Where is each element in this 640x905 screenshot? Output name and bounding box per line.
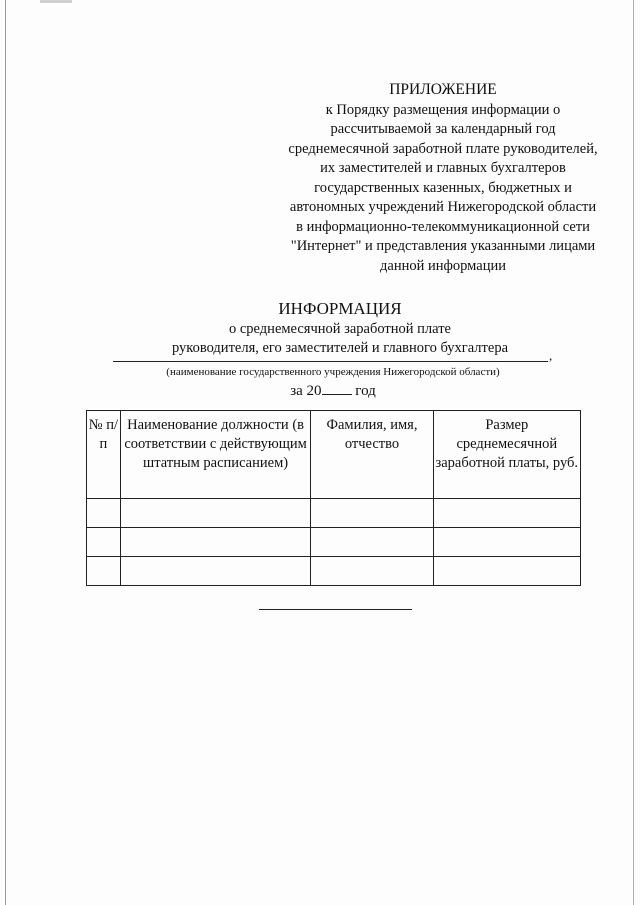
table-row [87, 557, 581, 586]
table-header-row [87, 411, 581, 499]
table-cell [433, 557, 580, 586]
table-cell [120, 499, 311, 528]
institution-name-comma: , [549, 348, 553, 363]
table-cell [87, 499, 121, 528]
table-row [87, 499, 581, 528]
appendix-line: государственных казенных, бюджетных и [314, 179, 572, 196]
header-full-name: Фамилия, имя, отчество [311, 411, 433, 499]
table-row [87, 528, 581, 557]
salary-info-table [86, 410, 581, 586]
table-cell [87, 528, 121, 557]
institution-name-caption: (наименование государственного учреждения Нижегородской области) [166, 366, 500, 378]
appendix-line: к Порядку размещения информации о [325, 101, 561, 118]
appendix-heading: ПРИЛОЖЕНИЕ [389, 81, 497, 98]
year-line [113, 380, 553, 401]
document-subtitle-line1: о среднемесячной заработной плате [229, 321, 451, 337]
appendix-line: рассчитываемой за календарный год [330, 121, 556, 137]
appendix-line: данной информации [380, 257, 506, 274]
table-cell [311, 499, 433, 528]
appendix-line: в информационно-телекоммуникационной сети [296, 218, 590, 235]
table-cell [120, 528, 311, 557]
year-prefix: за 20 [290, 383, 322, 399]
document-title: ИНФОРМАЦИЯ [278, 299, 402, 318]
table-cell [433, 528, 580, 557]
page-edge-right [633, 0, 634, 905]
closing-rule [259, 609, 412, 610]
header-number: № п/п [87, 411, 121, 499]
header-position: Наименование должности (в соответствии с действующим штатным расписанием) [120, 411, 311, 499]
page-edge-left [5, 0, 6, 905]
table-cell [87, 557, 121, 586]
institution-name-blank [113, 361, 548, 362]
document-subtitle-line2: руководителя, его заместителей и главного бухгалтера [171, 340, 509, 356]
table-cell [433, 499, 580, 528]
document-title-block [60, 298, 620, 358]
year-suffix: год [355, 383, 376, 399]
appendix-block [270, 80, 616, 276]
scan-mark [40, 0, 72, 3]
table-cell [120, 557, 311, 586]
table-cell [311, 557, 433, 586]
appendix-line: их заместителей и главных бухгалтеров [320, 160, 566, 176]
header-salary: Размер среднемесячной заработной платы, руб. [433, 411, 580, 499]
appendix-line: автономных учреждений Нижегородской области [289, 199, 597, 215]
appendix-line: "Интернет" и представления указанными лицами [290, 238, 596, 254]
table-cell [311, 528, 433, 557]
year-blank [322, 380, 352, 395]
appendix-line: среднемесячной заработной плате руководителей, [288, 140, 598, 157]
